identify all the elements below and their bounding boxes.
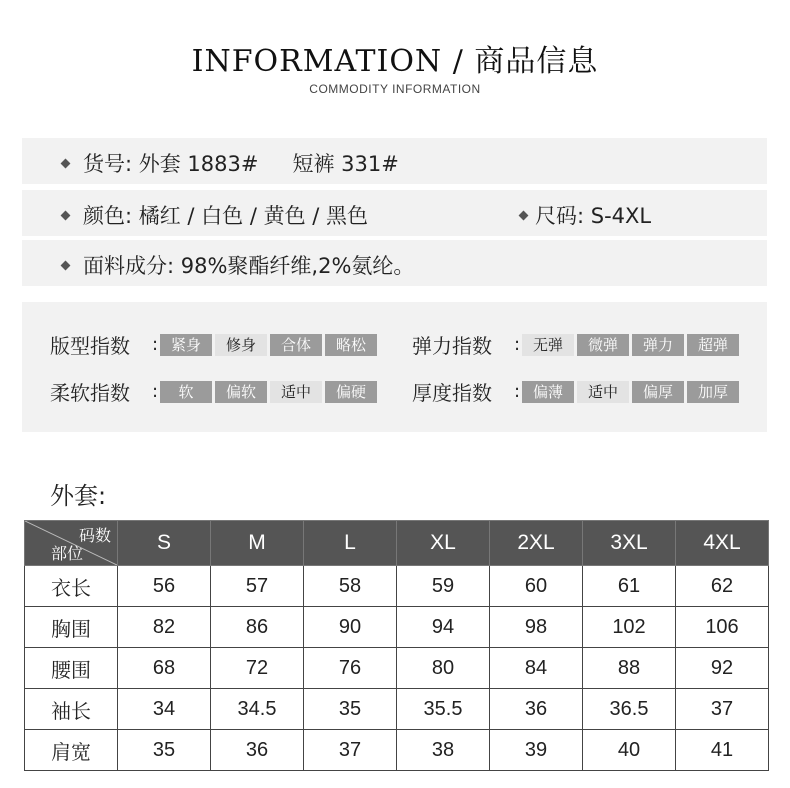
title-separator: /: [442, 44, 475, 79]
elasticity-option-chip: 无弹: [522, 334, 574, 356]
table-cell: 94: [397, 607, 490, 648]
softness-index-colon: :: [152, 381, 159, 402]
table-cell: 98: [490, 607, 583, 648]
table-row: [25, 730, 769, 771]
title-english: INFORMATION: [191, 44, 443, 79]
softness-option-chip: 偏硬: [325, 381, 377, 403]
table-corner-cell: [25, 521, 118, 566]
table-cell: 58: [304, 566, 397, 607]
table-row: [25, 648, 769, 689]
fit-option-chip: 修身: [215, 334, 267, 356]
table-row: [25, 566, 769, 607]
fit-index-colon: :: [152, 334, 159, 355]
title-chinese: 商品信息: [474, 44, 599, 79]
size-header-cell: L: [304, 521, 397, 566]
size-header-cell: 4XL: [676, 521, 769, 566]
row-header: 胸围: [25, 607, 118, 648]
table-cell: 76: [304, 648, 397, 689]
table-cell: 61: [583, 566, 676, 607]
table-cell: 39: [490, 730, 583, 771]
thickness-option-chip: 偏厚: [632, 381, 684, 403]
table-cell: 82: [118, 607, 211, 648]
jacket-section-title: 外套:: [50, 482, 107, 510]
table-cell: 86: [211, 607, 304, 648]
color-line: [62, 200, 368, 230]
size-header-row: [25, 521, 769, 566]
corner-size-label: 码数: [78, 526, 111, 545]
index-panel: [22, 302, 767, 432]
table-cell: 36: [490, 689, 583, 730]
corner-part-label: 部位: [51, 544, 84, 563]
table-cell: 36: [211, 730, 304, 771]
table-cell: 80: [397, 648, 490, 689]
softness-option-chip: 适中: [270, 381, 322, 403]
diamond-bullet-icon: [61, 210, 71, 220]
item-number-text: 货号: 外套 1883#: [83, 152, 259, 176]
diamond-bullet-icon: [519, 210, 529, 220]
table-cell: 106: [676, 607, 769, 648]
table-cell: 34: [118, 689, 211, 730]
size-header-cell: S: [118, 521, 211, 566]
fit-index-label: 版型指数: [50, 334, 130, 358]
table-cell: 41: [676, 730, 769, 771]
table-cell: 60: [490, 566, 583, 607]
diamond-bullet-icon: [61, 260, 71, 270]
thickness-index-colon: :: [514, 381, 521, 402]
softness-index-label: 柔软指数: [50, 381, 130, 405]
thickness-option-chip: 适中: [577, 381, 629, 403]
table-cell: 34.5: [211, 689, 304, 730]
diamond-bullet-icon: [61, 158, 71, 168]
thickness-option-chip: 加厚: [687, 381, 739, 403]
softness-option-chip: 软: [160, 381, 212, 403]
item-number-shorts: 短裤 331#: [292, 152, 399, 176]
size-table: [24, 520, 769, 771]
elasticity-index-label: 弹力指数: [412, 334, 492, 358]
thickness-index: [412, 377, 742, 406]
fabric-text: 面料成分: 98%聚酯纤维,2%氨纶。: [83, 254, 415, 278]
table-cell: 56: [118, 566, 211, 607]
table-row: [25, 607, 769, 648]
row-header: 腰围: [25, 648, 118, 689]
table-cell: 35.5: [397, 689, 490, 730]
size-header-cell: M: [211, 521, 304, 566]
fabric-line: [62, 250, 414, 280]
size-range-text: 尺码: S-4XL: [535, 204, 652, 228]
thickness-option-chip: 偏薄: [522, 381, 574, 403]
fit-option-chip: 紧身: [160, 334, 212, 356]
row-header: 袖长: [25, 689, 118, 730]
table-cell: 35: [304, 689, 397, 730]
fit-index: [50, 330, 380, 359]
row-header: 衣长: [25, 566, 118, 607]
table-cell: 35: [118, 730, 211, 771]
table-cell: 68: [118, 648, 211, 689]
color-text: 颜色: 橘红 / 白色 / 黄色 / 黑色: [83, 204, 369, 228]
row-header: 肩宽: [25, 730, 118, 771]
elasticity-index-colon: :: [514, 334, 521, 355]
table-cell: 37: [676, 689, 769, 730]
page-subtitle: COMMODITY INFORMATION: [309, 82, 481, 96]
fit-option-chip: 合体: [270, 334, 322, 356]
table-cell: 92: [676, 648, 769, 689]
table-cell: 40: [583, 730, 676, 771]
elasticity-option-chip: 微弹: [577, 334, 629, 356]
softness-option-chip: 偏软: [215, 381, 267, 403]
table-cell: 72: [211, 648, 304, 689]
softness-index: [50, 377, 380, 406]
table-cell: 57: [211, 566, 304, 607]
table-cell: 84: [490, 648, 583, 689]
page-title: [0, 36, 790, 80]
table-cell: 59: [397, 566, 490, 607]
size-header-cell: 2XL: [490, 521, 583, 566]
item-number-line: [62, 148, 399, 178]
elasticity-option-chip: 超弹: [687, 334, 739, 356]
table-cell: 38: [397, 730, 490, 771]
elasticity-index: [412, 330, 742, 359]
fit-option-chip: 略松: [325, 334, 377, 356]
table-cell: 36.5: [583, 689, 676, 730]
thickness-index-label: 厚度指数: [412, 381, 492, 405]
size-header-cell: XL: [397, 521, 490, 566]
table-cell: 88: [583, 648, 676, 689]
size-range-line: [520, 200, 651, 230]
table-row: [25, 689, 769, 730]
table-cell: 102: [583, 607, 676, 648]
table-cell: 62: [676, 566, 769, 607]
table-cell: 37: [304, 730, 397, 771]
elasticity-option-chip: 弹力: [632, 334, 684, 356]
size-header-cell: 3XL: [583, 521, 676, 566]
table-cell: 90: [304, 607, 397, 648]
